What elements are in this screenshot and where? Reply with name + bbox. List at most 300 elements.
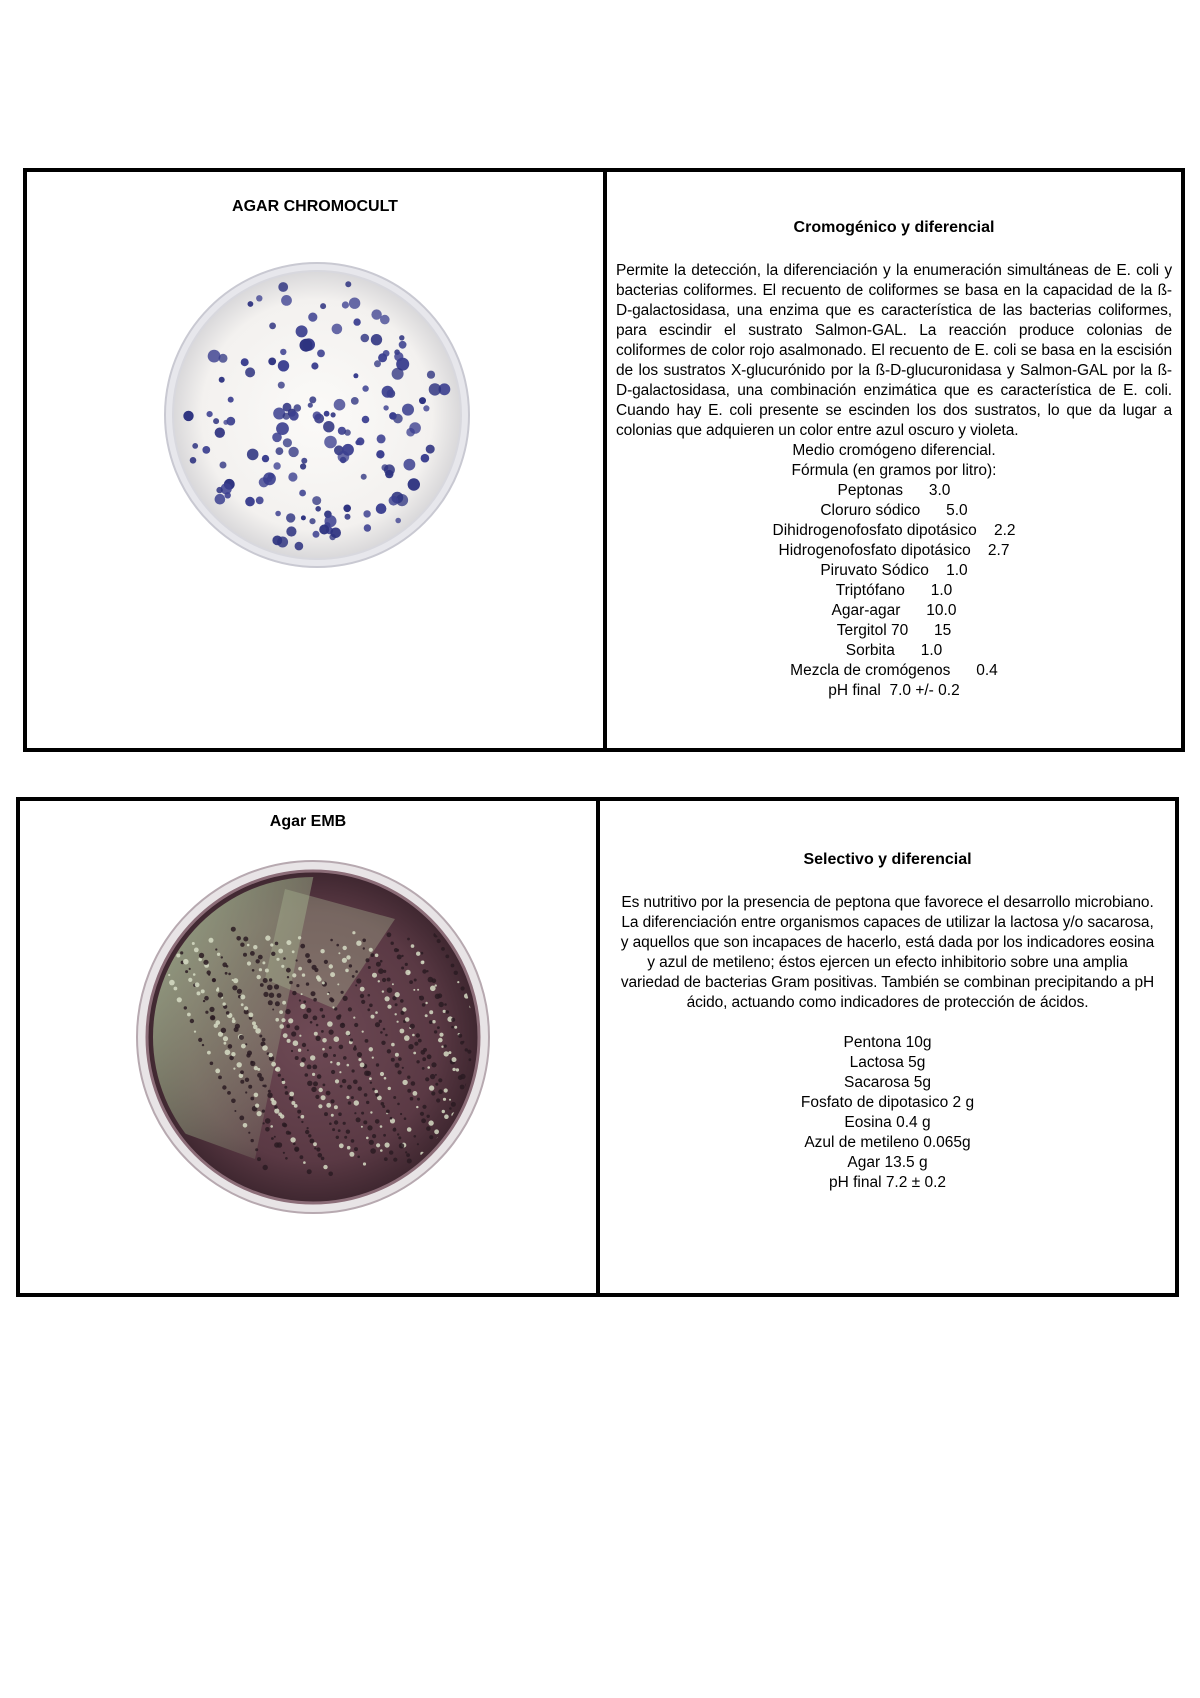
colony-dot — [386, 1110, 390, 1114]
colony-dot — [274, 1108, 279, 1113]
colony-dot — [381, 1102, 385, 1106]
colony-dot — [270, 943, 273, 946]
formula-line: Sacarosa 5g — [843, 1074, 932, 1091]
colony-dot — [391, 1043, 395, 1047]
colony-dot — [477, 1106, 481, 1110]
colony — [389, 496, 399, 506]
colony-dot — [393, 1096, 396, 1099]
colony-dot — [370, 1082, 372, 1084]
colony-dot — [411, 944, 415, 948]
colony-dot — [416, 1033, 420, 1037]
colony-dot — [316, 1036, 321, 1041]
colony-dot — [285, 1009, 290, 1014]
colony-dot — [342, 958, 347, 963]
colony-dot — [282, 1123, 286, 1127]
colony-dot — [449, 1107, 452, 1110]
colony-dot — [405, 1017, 410, 1022]
colony-dot — [376, 962, 381, 967]
colony-dot — [407, 1159, 412, 1164]
colony-dot — [278, 1074, 281, 1077]
colony-dot — [451, 964, 455, 968]
colony-dot — [426, 1126, 431, 1131]
colony-dot — [438, 1038, 443, 1043]
colony-dot — [407, 1076, 410, 1079]
colony-dot — [257, 1157, 261, 1161]
colony-dot — [241, 1003, 244, 1006]
colony-dot — [347, 1085, 352, 1090]
colony-dot — [355, 984, 357, 986]
colony-dot — [180, 951, 183, 954]
colony-dot — [255, 1148, 258, 1151]
colony-dot — [400, 999, 404, 1003]
colony-dot — [314, 1147, 316, 1149]
colony-dot — [292, 991, 296, 995]
colony-dot — [410, 1024, 415, 1029]
colony-dot — [313, 1016, 318, 1021]
colony-dot — [346, 1096, 349, 1099]
colony-dot — [468, 1136, 472, 1140]
colony-dot — [343, 1056, 347, 1060]
colony-dot — [328, 1172, 333, 1177]
colony-dot — [431, 1062, 436, 1067]
colony — [364, 524, 371, 531]
colony-dot — [192, 942, 195, 945]
colony-dot — [250, 1061, 253, 1064]
colony-dot — [254, 1066, 258, 1070]
colony-dot — [414, 979, 417, 982]
colony-dot — [312, 1065, 317, 1070]
colony-dot — [416, 1106, 418, 1108]
colony-dot — [392, 983, 394, 985]
colony-dot — [404, 1117, 407, 1120]
colony-dot — [234, 1110, 236, 1112]
colony-dot — [197, 991, 201, 995]
colony-dot — [457, 981, 459, 983]
formula-line: Agar-agar 10.0 — [831, 602, 957, 619]
colony-dot — [263, 1122, 265, 1124]
colony-dot — [271, 1062, 276, 1067]
colony-dot — [385, 996, 390, 1001]
colony-dot — [168, 974, 170, 976]
colony-dot — [344, 1136, 347, 1139]
colony-dot — [435, 984, 437, 986]
colony — [286, 526, 296, 536]
colony — [256, 497, 264, 505]
colony-dot — [210, 1062, 214, 1066]
colony-dot — [486, 1090, 489, 1093]
colony-dot — [287, 976, 289, 978]
formula-line: Agar 13.5 g — [847, 1154, 928, 1171]
colony-dot — [371, 1015, 375, 1019]
colony-dot — [350, 1038, 353, 1041]
colony-dot — [227, 1091, 231, 1095]
colony-dot — [366, 1137, 369, 1140]
colony-dot — [413, 1052, 416, 1055]
colony-dot — [367, 1125, 372, 1130]
colony-dot — [296, 959, 298, 961]
colony — [272, 433, 282, 443]
colony-dot — [248, 1132, 250, 1134]
colony-dot — [387, 932, 392, 937]
colony-dot — [232, 985, 237, 990]
colony-dot — [247, 1051, 252, 1056]
colony-dot — [275, 1067, 280, 1072]
colony-dot — [460, 1085, 465, 1090]
colony-dot — [301, 993, 303, 995]
colony-dot — [276, 958, 279, 961]
colony-dot — [452, 1068, 455, 1071]
colony-dot — [272, 1009, 274, 1011]
colony-dot — [347, 1146, 351, 1150]
colony-dot — [286, 1024, 290, 1028]
colony — [283, 438, 292, 447]
colony — [283, 403, 292, 412]
colony-dot — [384, 1077, 387, 1080]
colony-dot — [374, 1090, 378, 1094]
colony-dot — [444, 1051, 449, 1056]
colony — [278, 282, 288, 292]
colony-dot — [408, 972, 410, 974]
colony-dot — [277, 993, 282, 998]
colony-dot — [202, 1044, 204, 1046]
colony-dot — [336, 944, 339, 947]
colony-dot — [417, 989, 419, 991]
colony-dot — [318, 1104, 322, 1108]
colony-dot — [430, 1074, 435, 1079]
colony-dot — [402, 1080, 407, 1085]
colony-dot — [198, 1038, 202, 1042]
colony-dot — [393, 1158, 397, 1162]
colony-dot — [300, 1004, 305, 1009]
colony-dot — [335, 1079, 339, 1083]
colony — [213, 418, 219, 424]
colony-dot — [316, 1147, 320, 1151]
formula-line: Azul de metileno 0.065g — [804, 1134, 971, 1151]
colony-dot — [429, 1085, 434, 1090]
colony-dot — [294, 1025, 299, 1030]
colony-dot — [218, 992, 223, 997]
colony-dot — [291, 1101, 295, 1105]
colony-dot — [263, 992, 268, 997]
description-text: Es nutritivo por la presencia de peptona que favorece el desarrollo microbiano. La diferenciación entre organismos capaces de utilizar la lactosa y/o sacarosa, y aquellos que son incapaces de hacerlo, está dada por los indicadores eosina y azul de metileno; éstos ejercen un efecto inhibitorio sobre una amplia variedad de bacterias Gram positivas. También se combinan precipitando a pH ácido, actuando como indicadores de protección de ácidos. — [620, 894, 1155, 1011]
colony-dot — [342, 1079, 346, 1083]
colony — [216, 487, 222, 493]
colony-dot — [425, 1002, 427, 1004]
colony-dot — [439, 1002, 444, 1007]
colony-dot — [343, 1122, 346, 1125]
colony-dot — [286, 1131, 290, 1135]
colony-dot — [293, 1143, 296, 1146]
colony-dot — [425, 1077, 429, 1081]
colony-dot — [348, 1007, 352, 1011]
colony-dot — [354, 1023, 358, 1027]
colony-dot — [278, 1112, 282, 1116]
colony-dot — [321, 1157, 325, 1161]
colony-dot — [356, 941, 361, 946]
colony-dot — [458, 1034, 462, 1038]
colony-dot — [319, 1088, 323, 1092]
colony-dot — [183, 959, 189, 965]
colony-dot — [300, 1062, 305, 1067]
colony-dot — [384, 1157, 388, 1161]
colony — [295, 542, 304, 551]
colony-dot — [407, 1089, 411, 1093]
colony-dot — [348, 1101, 352, 1105]
colony-dot — [223, 1002, 226, 1005]
colony — [262, 455, 269, 462]
colony — [215, 494, 226, 505]
colony-dot — [301, 1057, 306, 1062]
colony-dot — [423, 1048, 427, 1052]
colony-dot — [249, 1013, 254, 1018]
colony-dot — [345, 969, 349, 973]
colony-dot — [317, 1074, 322, 1079]
colony-dot — [226, 1011, 230, 1015]
colony-dot — [432, 978, 437, 983]
colony-dot — [204, 996, 209, 1001]
colony-dot — [443, 1098, 446, 1101]
colony-dot — [444, 1003, 447, 1006]
colony-dot — [232, 1019, 236, 1023]
colony-dot — [397, 955, 402, 960]
formula-line: Eosina 0.4 g — [844, 1114, 931, 1131]
colony-dot — [364, 1071, 369, 1076]
colony-dot — [358, 1058, 361, 1061]
colony-dot — [417, 1098, 420, 1101]
colony-dot — [366, 1101, 369, 1104]
colony — [383, 405, 388, 410]
colony-dot — [334, 1120, 338, 1124]
colony-dot — [418, 1039, 422, 1043]
colony-dot — [251, 1139, 254, 1142]
colony-dot — [333, 1054, 336, 1057]
colony-dot — [312, 965, 317, 970]
colony-dot — [270, 1098, 274, 1102]
colony-dot — [401, 967, 404, 970]
colony-dot — [269, 993, 274, 998]
colony — [317, 350, 325, 358]
colony-dot — [395, 1003, 398, 1006]
colony — [342, 301, 349, 308]
colony-dot — [279, 1024, 284, 1029]
formula-line: Piruvato Sódico 1.0 — [820, 562, 968, 579]
colony — [345, 514, 351, 520]
colony-dot — [425, 1014, 428, 1017]
colony-dot — [349, 1152, 354, 1157]
colony-dot — [451, 1018, 455, 1022]
colony-dot — [429, 1135, 433, 1139]
colony-dot — [334, 1105, 338, 1109]
colony-dot — [365, 1039, 369, 1043]
colony — [426, 445, 435, 454]
colony-dot — [254, 1093, 259, 1098]
colony-dot — [393, 1128, 396, 1131]
colony-dot — [303, 1000, 306, 1003]
colony-dot — [482, 1123, 484, 1125]
colony — [423, 405, 429, 411]
colony-dot — [429, 1020, 433, 1024]
colony — [362, 385, 368, 391]
colony-dot — [184, 1006, 187, 1009]
colony-dot — [240, 1080, 244, 1084]
colony — [300, 463, 306, 469]
formula-line: Lactosa 5g — [849, 1054, 926, 1071]
colony-dot — [462, 1149, 465, 1152]
colony-dot — [422, 1067, 425, 1070]
colony-dot — [387, 978, 391, 982]
colony-dot — [262, 961, 265, 964]
colony-dot — [165, 928, 168, 931]
colony-dot — [269, 978, 272, 981]
colony-dot — [327, 1021, 333, 1027]
colony-dot — [299, 1035, 301, 1037]
colony-dot — [270, 1125, 273, 1128]
colony-dot — [399, 1143, 404, 1148]
formula-line: pH final 7.2 ± 0.2 — [828, 1174, 947, 1191]
colony-dot — [385, 1034, 388, 1037]
colony-dot — [240, 995, 245, 1000]
description-cell — [600, 801, 1175, 1293]
colony-dot — [467, 1050, 471, 1054]
colony-dot — [331, 1114, 334, 1117]
medium-name: AGAR CHROMOCULT — [232, 198, 398, 215]
colony-dot — [277, 1142, 283, 1148]
colony-dot — [289, 981, 293, 985]
colony-dot — [435, 1074, 437, 1076]
colony-dot — [361, 1112, 364, 1115]
colony-dot — [402, 1067, 404, 1069]
colony-dot — [203, 1000, 205, 1002]
formula-list — [620, 1033, 1155, 1193]
colony-dot — [441, 947, 445, 951]
colony-dot — [402, 1007, 406, 1011]
colony-dot — [476, 1117, 481, 1122]
colony-dot — [338, 1112, 342, 1116]
colony — [343, 505, 351, 513]
colony-dot — [467, 1146, 470, 1149]
colony-dot — [363, 1162, 366, 1165]
colony — [331, 412, 336, 417]
colony-dot — [395, 1063, 400, 1068]
colony-dot — [370, 1111, 372, 1113]
colony — [382, 386, 394, 398]
colony-dot — [284, 1086, 287, 1089]
colony-dot — [376, 1143, 380, 1147]
colony-dot — [330, 972, 335, 977]
colony-dot — [446, 1154, 451, 1159]
medium-card-chromocult — [23, 168, 1185, 752]
colony-dot — [292, 973, 296, 977]
colony-dot — [400, 1029, 405, 1034]
colony-dot — [354, 1112, 356, 1114]
colony-dot — [338, 1014, 341, 1017]
colony — [419, 397, 426, 404]
colony-dot — [441, 1046, 443, 1048]
colony-dot — [223, 1036, 228, 1041]
colony-dot — [485, 1134, 489, 1138]
colony-dot — [396, 949, 399, 952]
colony-dot — [383, 1134, 386, 1137]
colony-dot — [306, 1008, 311, 1013]
colony-dot — [188, 978, 192, 982]
colony-dot — [174, 987, 178, 991]
colony-dot — [479, 1159, 482, 1162]
colony-dot — [339, 1071, 341, 1073]
colony-dot — [442, 1110, 445, 1113]
colony-dot — [321, 1030, 324, 1033]
colony — [392, 368, 404, 380]
colony — [219, 377, 225, 383]
colony-dot — [414, 1135, 417, 1138]
colony-dot — [316, 975, 320, 979]
colony-dot — [245, 1091, 247, 1093]
colony-dot — [357, 1156, 360, 1159]
colony — [395, 518, 401, 524]
colony-dot — [305, 1130, 309, 1134]
colony-dot — [387, 1005, 391, 1009]
colony-dot — [395, 1053, 399, 1057]
colony-dot — [381, 1041, 385, 1045]
colony-dot — [169, 980, 175, 986]
colony-dot — [259, 1035, 262, 1038]
colony-dot — [199, 953, 204, 958]
colony — [241, 358, 249, 366]
colony-dot — [313, 1081, 318, 1086]
colony — [299, 490, 306, 497]
formula-line: Sorbita 1.0 — [845, 642, 943, 659]
colony-dot — [362, 939, 366, 943]
colony-dot — [263, 978, 268, 983]
colony-dot — [307, 1081, 312, 1086]
colony — [315, 506, 321, 512]
colony — [371, 334, 382, 345]
colony-dot — [366, 958, 370, 962]
colony-dot — [332, 1128, 335, 1131]
colony-dot — [401, 955, 403, 957]
colony-dot — [247, 961, 251, 965]
chromocult-plate-image — [162, 260, 472, 570]
colony-dot — [383, 970, 386, 973]
colony-dot — [250, 951, 255, 956]
colony-dot — [346, 955, 350, 959]
colony-dot — [383, 1028, 386, 1031]
colony-dot — [282, 1081, 286, 1085]
colony-dot — [225, 972, 228, 975]
colony-dot — [286, 940, 291, 945]
colony-dot — [351, 1096, 354, 1099]
colony-dot — [329, 1046, 332, 1049]
formula-line: Pentona 10g — [843, 1034, 932, 1051]
colony-dot — [356, 1117, 361, 1122]
colony-dot — [376, 1063, 379, 1066]
colony-dot — [451, 1026, 454, 1029]
colony-dot — [194, 1031, 196, 1033]
colony-dot — [427, 1054, 432, 1059]
colony — [286, 513, 295, 522]
colony-dot — [485, 1080, 487, 1082]
colony-dot — [212, 978, 216, 982]
colony-dot — [428, 1120, 433, 1125]
colony — [278, 382, 285, 389]
colony-dot — [326, 1091, 331, 1096]
colony-dot — [185, 970, 188, 973]
colony-dot — [449, 1099, 451, 1101]
colony-dot — [268, 1090, 271, 1093]
colony-dot — [378, 980, 380, 982]
colony-dot — [275, 1018, 279, 1022]
colony — [349, 298, 360, 309]
colony-dot — [231, 927, 236, 932]
